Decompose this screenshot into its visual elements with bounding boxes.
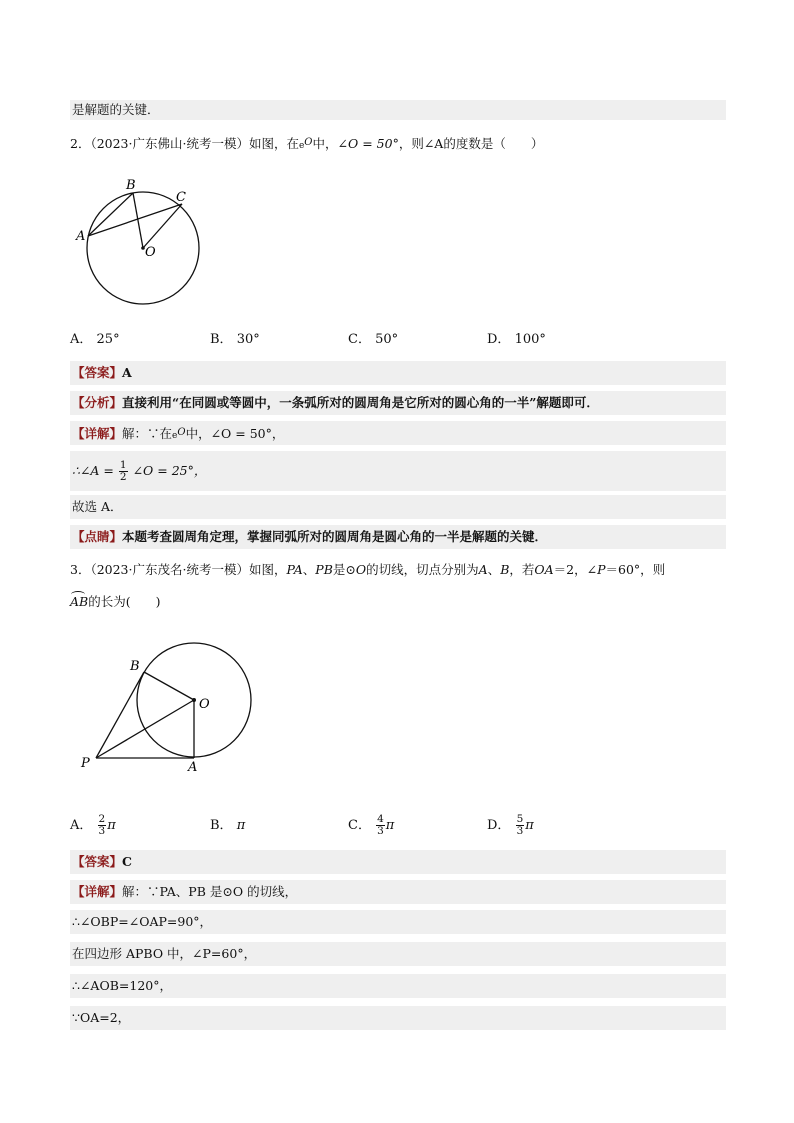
q2-option-d-letter: D． (487, 332, 511, 347)
q3-option-d-letter: D． (487, 818, 511, 833)
q3-stem-A: A (478, 562, 488, 577)
q3-option-c-letter: C． (348, 818, 371, 833)
q2-option-a[interactable] (70, 330, 120, 350)
q2-option-c-value: 50° (375, 332, 399, 347)
q3-stem-sep-2: 、 (487, 562, 501, 577)
q2-detail-text-2: 中，∠O = 50°， (185, 426, 285, 441)
q3-option-c-pi: π (385, 818, 395, 833)
q2-stem-prefix: 2．（2023·广东佛山·统考一模）如图，在 (70, 136, 299, 151)
q2-option-b[interactable] (210, 330, 260, 350)
q3-option-d-pi: π (525, 818, 534, 833)
q3-option-d-den: 3 (516, 825, 524, 837)
q3-arc-AB: AB (70, 592, 88, 612)
q2-step2-fraction (119, 460, 128, 483)
q3-stem-sep: 、 (302, 562, 316, 577)
q2-analysis-tag: 【分析】 (72, 395, 123, 410)
q3-stem-B: B (500, 562, 510, 577)
q3-stem-line-2 (70, 592, 160, 612)
q3-stem-line-1 (70, 560, 665, 580)
q2-stem-mid: 中， (312, 136, 338, 151)
q3-detail-text-1: 解：∵PA、PB 是⊙O 的切线， (122, 884, 298, 899)
q3-answer-value: C (122, 854, 132, 869)
q3-option-c-num: 4 (377, 813, 384, 825)
q2-label-A: A (76, 229, 86, 244)
q3-stem-rest: 的切线，切点分别为 (366, 562, 479, 577)
q2-circle-symbol: e (298, 141, 305, 151)
q3-label-B: B (130, 659, 140, 674)
q2-answer-value: A (122, 365, 132, 380)
q3-detail-tag: 【详解】 (72, 884, 123, 899)
q3-option-a-num: 2 (98, 813, 106, 825)
q2-circle-letter: O (304, 137, 313, 148)
q2-circle-figure (72, 176, 212, 316)
q3-segment-PO (96, 700, 194, 758)
q3-option-b-pi: π (236, 818, 246, 833)
q2-step2-frac-den: 2 (119, 471, 127, 483)
q3-detail-line-3: 在四边形 APBO 中，∠P=60°， (70, 942, 726, 966)
q2-detail-line-2 (70, 451, 726, 491)
q2-option-c[interactable] (348, 330, 398, 350)
q3-option-b[interactable] (210, 808, 245, 844)
q3-stem-cond: ，若 (509, 562, 535, 577)
q3-stem-P: P (597, 562, 606, 577)
q2-option-d[interactable] (487, 330, 546, 350)
q2-option-d-value: 100° (514, 332, 546, 347)
previous-solution-fragment: 是解题的关键． (70, 100, 726, 120)
q2-option-b-value: 30° (236, 332, 260, 347)
q2-option-c-letter: C． (348, 332, 371, 347)
q2-option-a-letter: A． (70, 332, 93, 347)
q3-label-P: P (81, 756, 90, 771)
q3-detail-line-2: ∴∠OBP=∠OAP=90°， (70, 910, 726, 934)
q2-detail-circle-letter: O (177, 427, 186, 438)
q3-option-d[interactable] (487, 808, 534, 844)
q2-detail-circle-symbol: e (172, 431, 178, 441)
q3-detail-line-1 (70, 880, 726, 904)
q3-center-point (192, 698, 196, 702)
q3-option-a-letter: A． (70, 818, 93, 833)
q3-stem-mid: 是⊙ (332, 562, 356, 577)
q2-analysis-text: 直接利用“在同圆或等圆中，一条弧所对的圆周角是它所对的圆心角的一半”解题即可． (122, 395, 599, 410)
q3-stem-prefix: 3．（2023·广东茂名·统考一模）如图， (70, 562, 287, 577)
q2-choose: 故选 A． (70, 495, 726, 519)
q2-answer (70, 361, 726, 385)
q2-label-B: B (126, 178, 136, 193)
q2-stem-suffix: ，则∠A的度数是（ ） (398, 136, 544, 151)
q3-option-a-den: 3 (98, 825, 106, 837)
q2-answer-tag: 【答案】 (72, 365, 123, 380)
q2-angle-expression: ∠O = 50° (337, 136, 399, 151)
q3-option-a-fraction (98, 814, 107, 837)
q3-answer-tag: 【答案】 (72, 854, 123, 869)
q2-label-O: O (145, 245, 156, 260)
q2-comment (70, 525, 726, 549)
q3-option-d-num: 5 (516, 813, 524, 825)
q2-option-a-value: 25° (96, 332, 120, 347)
q3-stem-PB: PB (315, 562, 333, 577)
q2-detail-text-1: 解：∵在 (122, 426, 173, 441)
q2-step2-frac-num: 1 (119, 459, 127, 471)
q3-stem-OA: OA (534, 562, 554, 577)
q3-tangent-PB (96, 672, 144, 758)
q2-step2-suffix: ∠O = 25°， (132, 463, 207, 478)
q3-radius-OB (144, 672, 194, 700)
q2-comment-text: 本题考查圆周角定理，掌握同弧所对的圆周角是圆心角的一半是解题的关键． (122, 529, 548, 544)
q3-stem-O: O (355, 562, 367, 577)
q3-option-b-letter: B． (210, 818, 233, 833)
q2-comment-tag: 【点睛】 (72, 529, 123, 544)
q3-stem-P-value: ＝60°，则 (605, 562, 666, 577)
q3-option-c[interactable] (348, 808, 394, 844)
q2-segment-AB (88, 193, 133, 236)
q2-analysis (70, 391, 726, 415)
q3-option-a[interactable] (70, 808, 116, 844)
q2-step2-prefix: ∴∠A = (72, 463, 114, 478)
q3-tangent-figure (78, 642, 258, 777)
q3-option-c-den: 3 (377, 825, 384, 837)
q3-stem-OA-value: ＝2，∠ (553, 562, 598, 577)
q3-option-a-pi: π (107, 818, 116, 833)
q3-stem-PA: PA (286, 562, 303, 577)
q3-detail-line-5: ∵OA=2， (70, 1006, 726, 1030)
q3-answer (70, 850, 726, 874)
q3-detail-line-4: ∴∠AOB=120°， (70, 974, 726, 998)
q2-label-C: C (176, 190, 186, 205)
q3-label-O: O (199, 697, 210, 712)
q2-detail-tag: 【详解】 (72, 426, 123, 441)
q3-option-c-fraction (376, 814, 385, 837)
q2-detail-line-1 (70, 421, 726, 445)
q3-stem-line-2-rest: 的长为( ) (88, 594, 161, 609)
q3-label-A: A (188, 760, 198, 775)
q2-stem (70, 133, 543, 156)
q2-option-b-letter: B． (210, 332, 233, 347)
q3-option-d-fraction (516, 814, 525, 837)
